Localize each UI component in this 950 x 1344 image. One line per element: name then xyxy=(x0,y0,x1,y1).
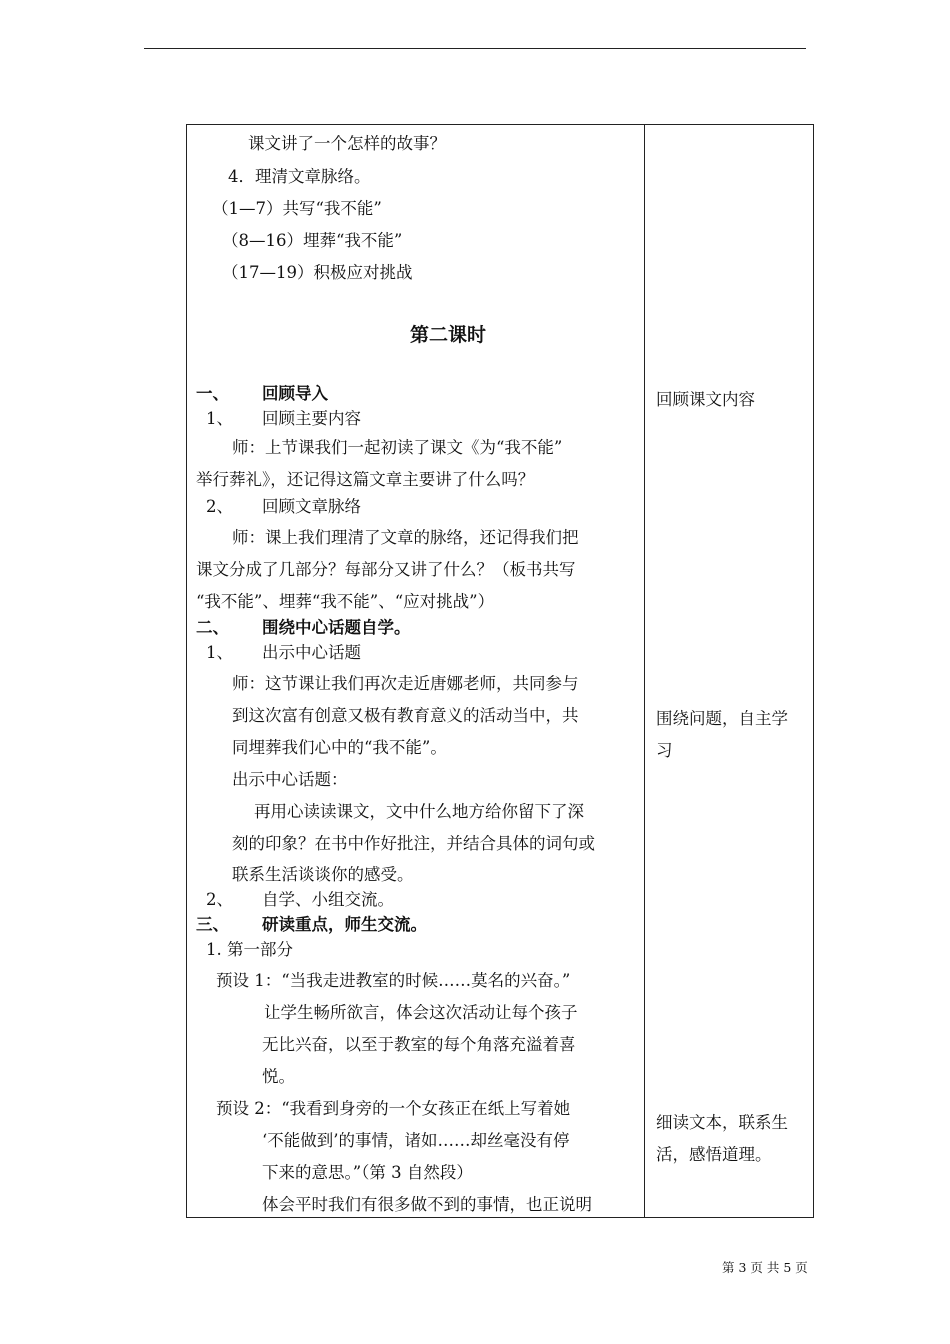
text-line: 课文讲了一个怎样的故事？ xyxy=(248,134,446,153)
item-number: 1、 xyxy=(206,643,233,662)
item-title: 回顾文章脉络 xyxy=(262,497,361,516)
text-line: 举行葬礼》，还记得这篇文章主要讲了什么吗？ xyxy=(196,470,535,489)
section-number: 二、 xyxy=(196,618,229,637)
text-line: ‘不能做到’的事情，诸如……却丝毫没有停 xyxy=(262,1131,570,1150)
text-line: 悦。 xyxy=(262,1067,295,1086)
side-note: 围绕问题，自主学 xyxy=(656,709,788,728)
side-note: 回顾课文内容 xyxy=(656,390,755,409)
text-line: 预设 2：“我看到身旁的一个女孩正在纸上写着她 xyxy=(216,1099,571,1118)
text-line: 让学生畅所欲言，体会这次活动让每个孩子 xyxy=(264,1003,578,1022)
text-line: 师：这节课让我们再次走近唐娜老师，共同参与 xyxy=(232,674,579,693)
text-line: （17—19）积极应对挑战 xyxy=(222,263,413,282)
section-number: 三、 xyxy=(196,915,229,934)
text-line: 师：课上我们理清了文章的脉络，还记得我们把 xyxy=(232,528,579,547)
text-line: 4．理清文章脉络。 xyxy=(228,167,371,186)
text-line: （8—16）埋葬“我不能” xyxy=(222,231,403,250)
text-line: 预设 1：“当我走进教室的时候……莫名的兴奋。” xyxy=(216,971,571,990)
text-line: 刻的印象？在书中作好批注，并结合具体的词句或 xyxy=(232,834,595,853)
side-note: 习 xyxy=(656,741,673,760)
section-title: 研读重点，师生交流。 xyxy=(262,915,427,934)
text-line: 出示中心话题： xyxy=(232,770,348,789)
text-line: “我不能”、埋葬“我不能”、“应对挑战”） xyxy=(196,592,495,611)
item-title: 1. 第一部分 xyxy=(206,940,293,959)
item-number: 2、 xyxy=(206,890,233,909)
side-note: 活，感悟道理。 xyxy=(656,1145,772,1164)
text-line: 联系生活谈谈你的感受。 xyxy=(232,865,414,884)
text-line: 下来的意思。”（第 3 自然段） xyxy=(262,1163,473,1182)
text-line: （1—7）共写“我不能” xyxy=(212,199,382,218)
side-note: 细读文本，联系生 xyxy=(656,1113,788,1132)
item-number: 1、 xyxy=(206,409,233,428)
item-number: 2、 xyxy=(206,497,233,516)
item-title: 回顾主要内容 xyxy=(262,409,361,428)
header-rule xyxy=(144,48,806,49)
section-title: 围绕中心话题自学。 xyxy=(262,618,411,637)
text-line: 课文分成了几部分？每部分又讲了什么？（板书共写 xyxy=(196,560,576,579)
text-line: 同埋葬我们心中的“我不能”。 xyxy=(232,738,447,757)
page-footer: 第 3 页 共 5 页 xyxy=(722,1260,808,1275)
text-line: 体会平时我们有很多做不到的事情，也正说明 xyxy=(262,1195,592,1214)
item-title: 自学、小组交流。 xyxy=(262,890,394,909)
column-divider xyxy=(644,124,645,1218)
text-line: 师：上节课我们一起初读了课文《为“我不能” xyxy=(232,438,563,457)
section-number: 一、 xyxy=(196,384,229,403)
text-line: 再用心读读课文，文中什么地方给你留下了深 xyxy=(254,802,584,821)
item-title: 出示中心话题 xyxy=(262,643,361,662)
text-line: 无比兴奋，以至于教室的每个角落充溢着喜 xyxy=(262,1035,576,1054)
lesson-title: 第二课时 xyxy=(410,324,487,346)
text-line: 到这次富有创意又极有教育意义的活动当中，共 xyxy=(232,706,579,725)
section-title: 回顾导入 xyxy=(262,384,328,403)
